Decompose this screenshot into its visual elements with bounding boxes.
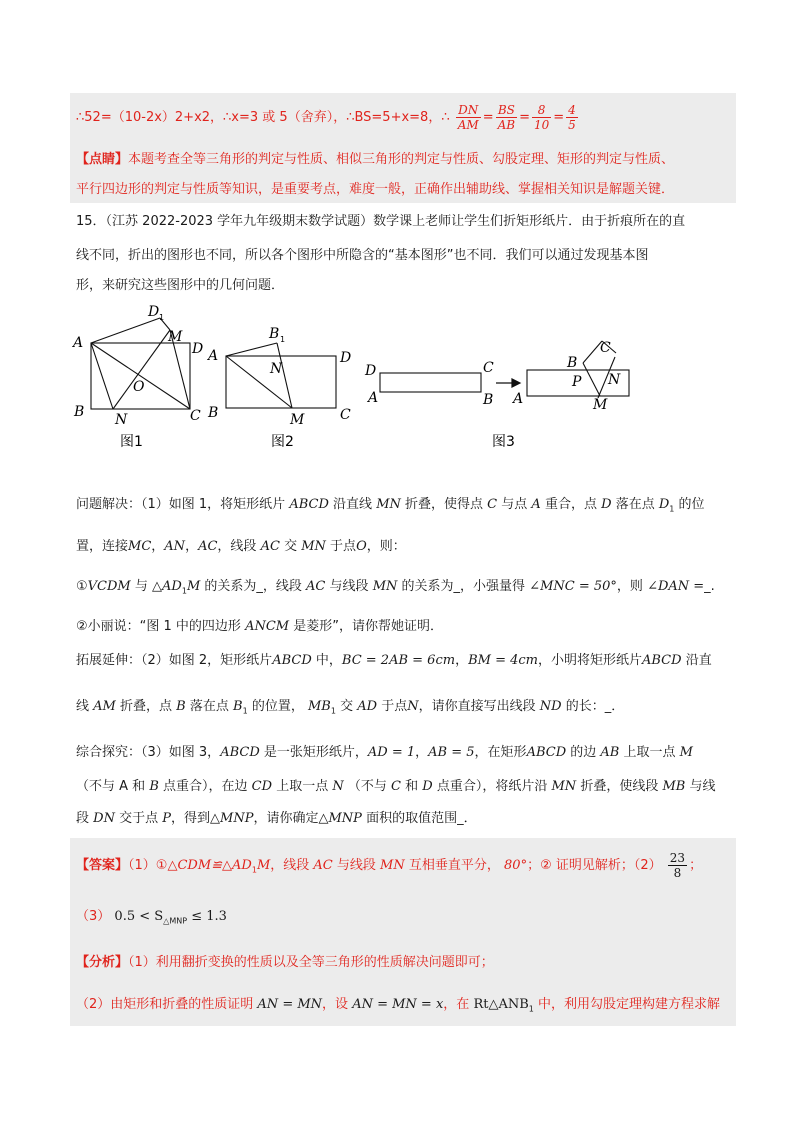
fig2-label-b: B [208, 405, 219, 421]
analysis-line-2: （2）由矩形和折叠的性质证明 AN = MN，设 AN = MN = x，在 $Rt\triangle ANB_1$ 中，利用勾股定理构建方程求解 [76, 997, 721, 1014]
fig3-label-bp: B [567, 355, 578, 371]
fig2-label-a: A [208, 348, 219, 364]
fig3-caption: 图3 [492, 434, 515, 450]
fig1-label-b: B [74, 404, 85, 420]
fig2-label-b1-sub: 1 [280, 335, 286, 344]
fig3-label-b: B [483, 392, 494, 408]
calc-text: ∴52=（10-2x）2+x2，∴x=3 或 5（舍弃），∴BS=5+x=8，∴ [76, 110, 450, 125]
answer-line-2: （3） $0.5 < S_{\triangle MNP} \le 1.3$ [76, 909, 227, 926]
fig3-label-n: N [608, 372, 621, 388]
q1-line-2: 置，连接MC，AN，AC，线段 AC 交 MN 于点O，则： [76, 539, 406, 554]
fig1-label-a: A [73, 335, 84, 351]
q3-line-1: 综合探究：（3）如图 3，ABCD 是一张矩形纸片，AD = 1，AB = 5，在矩形ABCD 的边 AB 上取一点 M [76, 745, 693, 760]
answer-tag: 【答案】 [76, 858, 129, 873]
fig2-label-d: D [340, 350, 352, 366]
problem-line-1: 15．（江苏 2022-2023 学年九年级期末数学试题）数学课上老师让学生们折矩形纸片．由于折痕所在的直 [76, 214, 686, 229]
arrow-icon [496, 379, 520, 387]
problem-line-2: 线不同，折出的图形也不同，所以各个图形中所隐含的“基本图形”也不同．我们可以通过发现基本图 [76, 248, 649, 263]
fig2-caption: 图2 [271, 434, 294, 450]
fig3-label-p: P [572, 374, 582, 390]
calc-line: ∴52=（10-2x）2+x2，∴x=3 或 5（舍弃），∴BS=5+x=8，∴ $\frac{DN}{AM}$ = $\frac{BS}{AB}$ = $\frac{8}{10}$ = $\frac{4}{5}$ [76, 103, 576, 132]
fig1-label-m: M [168, 329, 183, 345]
problem-line-3: 形，来研究这些图形中的几何问题． [76, 278, 285, 293]
fraction-bs-ab: $\frac{BS}{AB}$ [497, 103, 516, 132]
q1-line-1: 问题解决：（1）如图 1，将矩形纸片 ABCD 沿直线 MN 折叠，使得点 C 与点 A 重合，点 D 落在点 $D_1$ 的位 [76, 497, 705, 514]
dianjing-tag: 【点睛】 [76, 152, 129, 167]
q3-line-2: （不与 A 和 B 点重合），在边 CD 上取一点 N （不与 C 和 D 点重合），将纸片沿 MN 折叠，使线段 MB 与线 [76, 779, 716, 794]
fig2-label-n: N [270, 361, 283, 377]
q3-line-3: 段 DN 交于点 P，得到△MNP，请你确定△MNP 面积的取值范围_． [76, 811, 477, 826]
q1-line-3: ①VCDM 与 $\triangle AD_1M$ 的关系为_，线段 AC 与线段 MN 的关系为_，小强量得 ∠MNC = 50°，则 ∠DAN =_. [76, 579, 715, 596]
q1-line-4: ②小丽说：“图 1 中的四边形 ANCM 是菱形”，请你帮她证明． [76, 619, 443, 634]
fraction-23-8: $\frac{23}{8}$ [669, 851, 686, 880]
fig1-label-d: D [192, 341, 204, 357]
fig3-label-ap: A [513, 391, 524, 407]
figures-panel [0, 300, 800, 460]
fraction-4-5: $\frac{4}{5}$ [568, 103, 576, 132]
fig2-label-c: C [340, 407, 351, 423]
q2-line-1: 拓展延伸：（2）如图 2，矩形纸片ABCD 中，BC = 2AB = 6cm，BM = 4cm，小明将矩形纸片ABCD 沿直 [76, 653, 712, 668]
figure-3-before [380, 373, 481, 392]
fig2-label-b1: B [269, 326, 280, 342]
fig3-label-a: A [368, 390, 379, 406]
analysis-line-1: 【分析】（1）利用翻折变换的性质以及全等三角形的性质解决问题即可； [76, 955, 494, 970]
analysis-tag: 【分析】 [76, 955, 129, 970]
fig3-label-m: M [593, 397, 608, 413]
q2-line-2: 线 AM 折叠，点 B 落在点 $B_1$ 的位置， $MB_1$ 交 AD 于点N，请你直接写出线段 ND 的长：_． [76, 699, 625, 716]
fig3-label-d: D [365, 363, 377, 379]
dianjing-line-2: 平行四边形的判定与性质等知识，是重要考点，难度一般，正确作出辅助线、掌握相关知识是解题关键． [76, 182, 675, 197]
fraction-dn-am: $\frac{DN}{AM}$ [457, 103, 479, 132]
fig2-label-m: M [290, 412, 305, 428]
fig1-label-d1-sub: 1 [159, 313, 165, 322]
fraction-8-10: $\frac{8}{10}$ [533, 103, 550, 132]
fig1-caption: 图1 [120, 434, 143, 450]
fig1-label-o: O [133, 379, 145, 395]
dianjing-line-1: 【点睛】本题考查全等三角形的判定与性质、相似三角形的判定与性质、勾股定理、矩形的判定与性质、 [76, 152, 675, 167]
fig1-label-c: C [190, 408, 201, 424]
fig1-label-d1: D [148, 304, 160, 320]
fig3-label-cp: C [600, 340, 611, 356]
fig3-label-c: C [483, 360, 494, 376]
answer-line-1: 【答案】$(1)①\triangle CDM≌\triangle AD_1M$，线段 AC 与线段 MN 互相垂直平分， 80°；② 证明见解析；（2） $\frac{23}{8}$ ； [76, 851, 703, 880]
fig1-label-n: N [115, 412, 128, 428]
